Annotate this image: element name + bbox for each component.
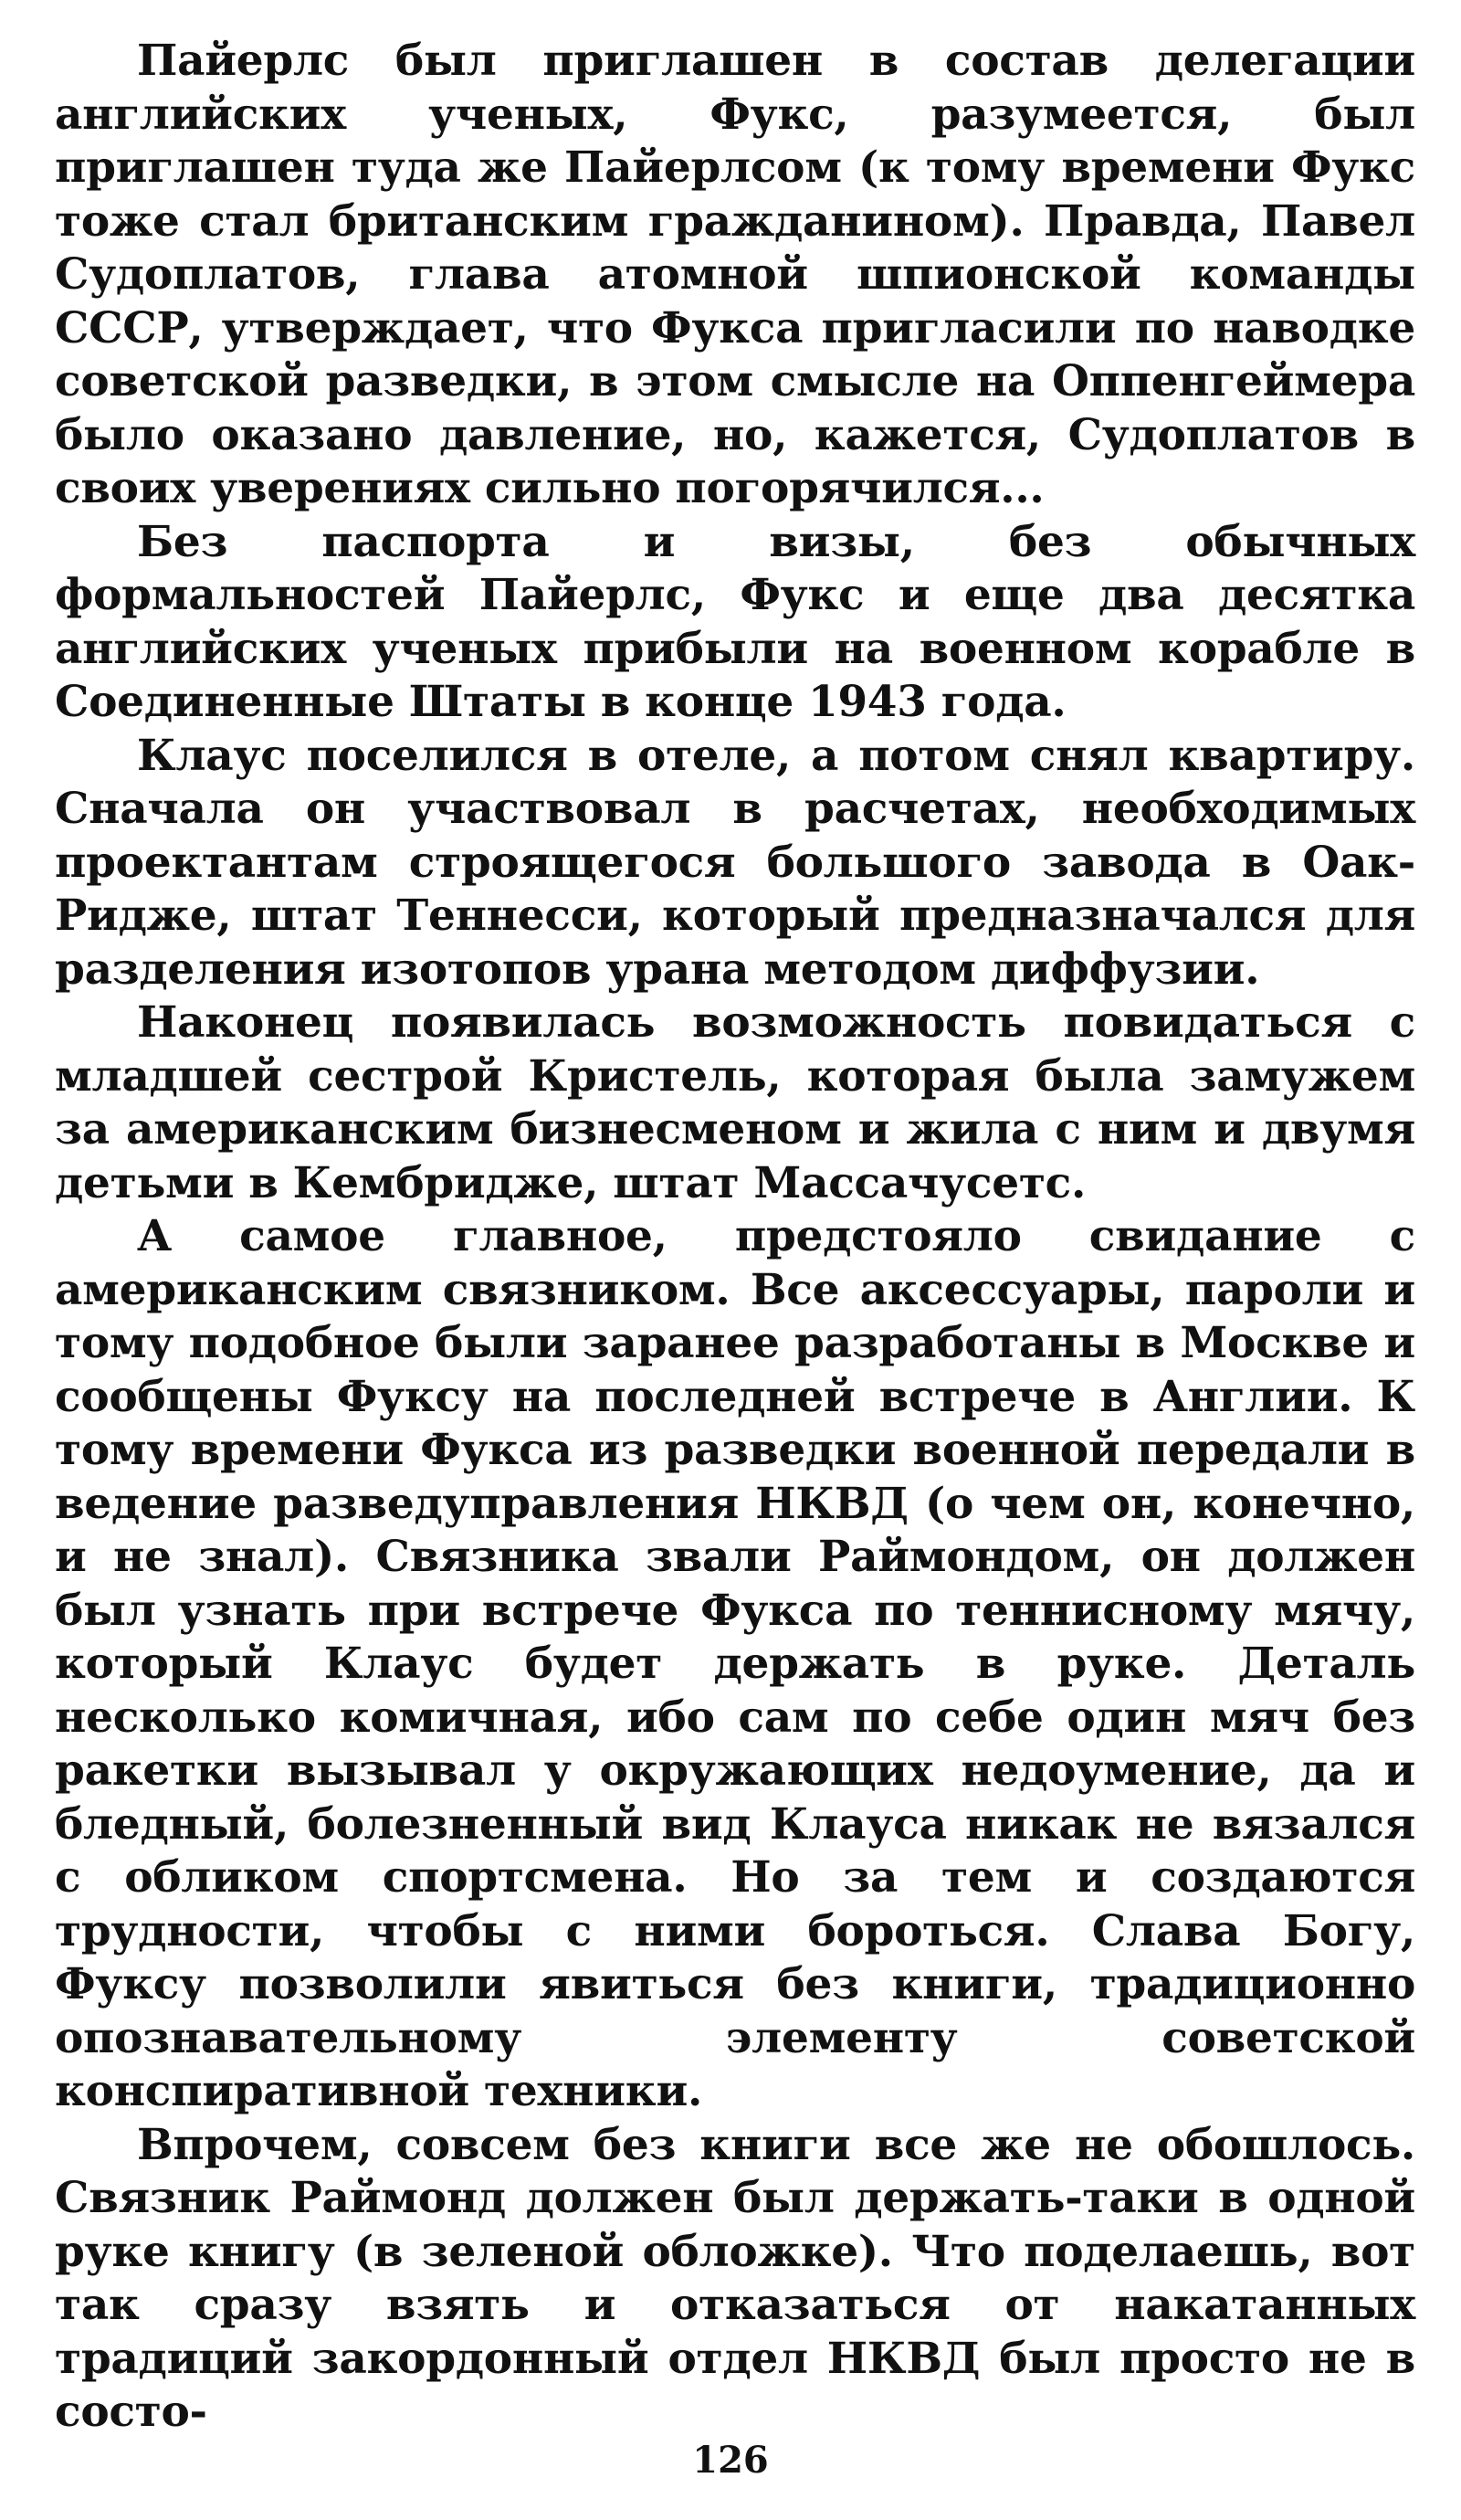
paragraph-3: Клаус поселился в отеле, а потом снял квартиру. Сначала он участвовал в расчетах, необходимых проектантам строящегося большого завода в Оак-Ридже, штат Теннесси, который предназначался для разделения изотопов урана методом диффузии.	[55, 730, 1415, 995]
paragraph-6: Впрочем, совсем без книги все же не обошлось. Связник Раймонд должен был держать-таки в одной руке книгу (в зеленой обложке). Что поделаешь, вот так сразу взять и отказаться от накатанных традиций закордонный отдел НКВД был просто не в состо-	[55, 2119, 1415, 2437]
page-number: 126	[692, 2439, 769, 2482]
paragraph-4: Наконец появилась возможность повидаться с младшей сестрой Кристель, которая была замужем за американским бизнесменом и жила с ним и двумя детьми в Кембридже, штат Массачусетс.	[55, 997, 1415, 1208]
paragraph-2: Без паспорта и визы, без обычных формальностей Пайерлс, Фукс и еще два десятка английских ученых прибыли на военном корабле в Соединенные Штаты в конце 1943 года.	[55, 516, 1415, 727]
body-text	[55, 35, 1415, 2440]
paragraph-5: А самое главное, предстояло свидание с американским связником. Все аксессуары, пароли и тому подобное были заранее разработаны в Москве и сообщены Фуксу на последней встрече в Англии. К тому времени Фукса из разведки военной передали в ведение разведуправления НКВД (о чем он, конечно, и не знал). Связника звали Раймондом, он должен был узнать при встрече Фукса по теннисному мячу, который Клаус будет держать в руке. Деталь несколько комичная, ибо сам по себе один мяч без ракетки вызывал у окружающих недоумение, да и бледный, болезненный вид Клауса никак не вязался с обликом спортсмена. Но за тем и создаются трудности, чтобы с ними бороться. Слава Богу, Фуксу позволили явиться без книги, традиционно опознавательному элементу советской конспиративной техники.	[55, 1211, 1415, 2116]
paragraph-1: Пайерлс был приглашен в состав делегации английских ученых, Фукс, разумеется, был приглашен туда же Пайерлсом (к тому времени Фукс тоже стал британским гражданином). Правда, Павел Судоплатов, глава атомной шпионской команды СССР, утверждает, что Фукса пригласили по наводке советской разведки, в этом смысле на Оппенгеймера было оказано давление, но, кажется, Судоплатов в своих уверениях сильно погорячился...	[55, 36, 1415, 513]
